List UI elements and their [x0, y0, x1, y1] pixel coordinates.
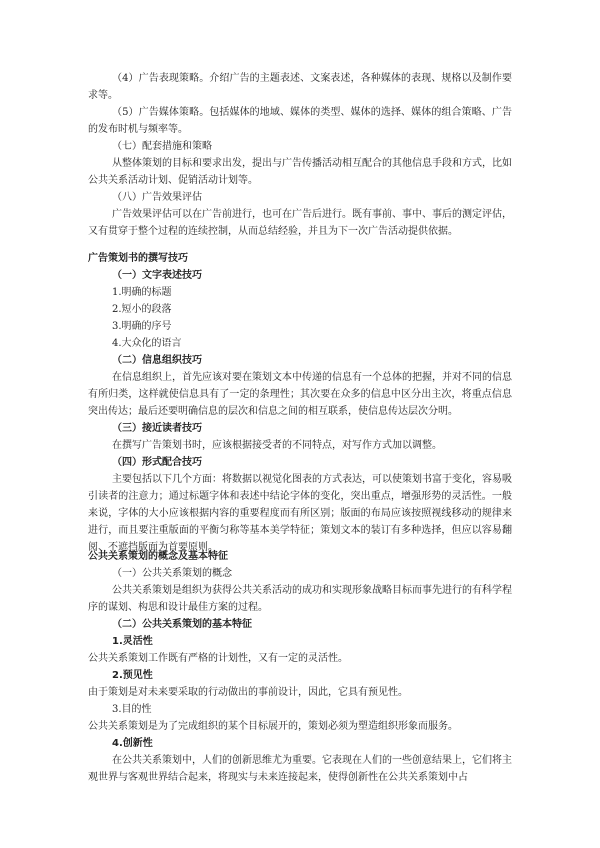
heading-pr-planning-concept: 公共关系策划的概念及基本特征: [88, 551, 228, 562]
paragraph-form-coordination: 主要包括以下几个方面：将数据以视觉化图表的方式表达，可以使策划书富于变化，容易吸引读者的注意力；通过标题字体和表述中结论字体的变化，突出重点，增强形势的灵活性。一般来说，字体的大小应该根据内容的重要程度而有所区别；版面的布局应该按照视线移动的规律来进行，而且要注重版面的平衡匀称等基本美学特征；策划文本的装订有多种选择，但应以容易翻阅、不遮挡版面为首要原则。: [88, 474, 512, 553]
paragraph-ad-effect-evaluation: 广告效果评估可以在广告前进行，也可在广告后进行。既有事前、事中、事后的测定评估，又有贯穿于整个过程的连续控制，从而总结经验，并且为下一次广告活动提供依据。: [88, 209, 512, 237]
section-title-pr-features: （二）公共关系策划的基本特征: [112, 619, 252, 630]
feature-title-purpose: 3.目的性: [112, 704, 152, 715]
section-title-text-skills: （一）文字表述技巧: [112, 270, 202, 281]
list-item: 4.大众化的语言: [112, 338, 182, 349]
list-item: 1.明确的标题: [112, 287, 172, 298]
paragraph-supporting-measures: 从整体策划的目标和要求出发，提出与广告传播活动相互配合的其他信息手段和方式，比如公共关系活动计划、促销活动计划等。: [88, 158, 512, 186]
paragraph-info-organization: 在信息组织上，首先应该对要在策划文本中传递的信息有一个总体的把握，并对不同的信息有所归类，这样就使信息具有了一定的条理性；其次要在众多的信息中区分出主次，将重点信息突出传达；最后还要明确信息的层次和信息之间的相互联系，使信息传达层次分明。: [88, 372, 512, 417]
section-title-pr-concept: （一）公共关系策划的概念: [112, 568, 232, 579]
section-title-ad-effect-evaluation: （八）广告效果评估: [112, 192, 202, 203]
section-title-supporting-measures: （七）配套措施和策略: [112, 141, 212, 152]
feature-title-innovation: 4.创新性: [112, 738, 153, 749]
section-title-reader-approach: （三）接近读者技巧: [112, 423, 202, 434]
paragraph-purpose: 公共关系策划是为了完成组织的某个目标展开的，策划必须为塑造组织形象而服务。: [88, 721, 458, 732]
paragraph-pr-concept: 公共关系策划是组织为获得公共关系活动的成功和实现形象战略目标而事先进行的有科学程序的谋划、构思和设计最佳方案的过程。: [88, 585, 512, 613]
list-item: 3.明确的序号: [112, 321, 172, 332]
feature-title-foresight: 2.预见性: [112, 670, 153, 681]
section-title-info-organization: （二）信息组织技巧: [112, 355, 202, 366]
feature-title-flexibility: 1.灵活性: [112, 636, 153, 647]
paragraph-ad-expression-strategy: （4）广告表现策略。介绍广告的主题表述、文案表述，各种媒体的表现、规格以及制作要求等。: [88, 73, 512, 101]
paragraph-flexibility: 公共关系策划工作既有严格的计划性，又有一定的灵活性。: [88, 653, 348, 664]
heading-ad-plan-writing-skills: 广告策划书的撰写技巧: [88, 253, 188, 264]
paragraph-foresight: 由于策划是对未来要采取的行动做出的事前设计，因此，它具有预见性。: [88, 687, 408, 698]
section-title-form-coordination: （四）形式配合技巧: [112, 457, 202, 468]
paragraph-innovation: 在公共关系策划中，人们的创新思维尤为重要。它表现在人们的一些创意结果上，它们将主观世界与客观世界结合起来，将现实与未来连接起来，使得创新性在公共关系策划中占: [88, 755, 512, 783]
paragraph-ad-media-strategy: （5）广告媒体策略。包括媒体的地域、媒体的类型、媒体的选择、媒体的组合策略、广告的发布时机与频率等。: [88, 107, 512, 135]
paragraph-reader-approach: 在撰写广告策划书时，应该根据接受者的不同特点，对写作方式加以调整。: [112, 440, 442, 451]
list-item: 2.短小的段落: [112, 304, 172, 315]
